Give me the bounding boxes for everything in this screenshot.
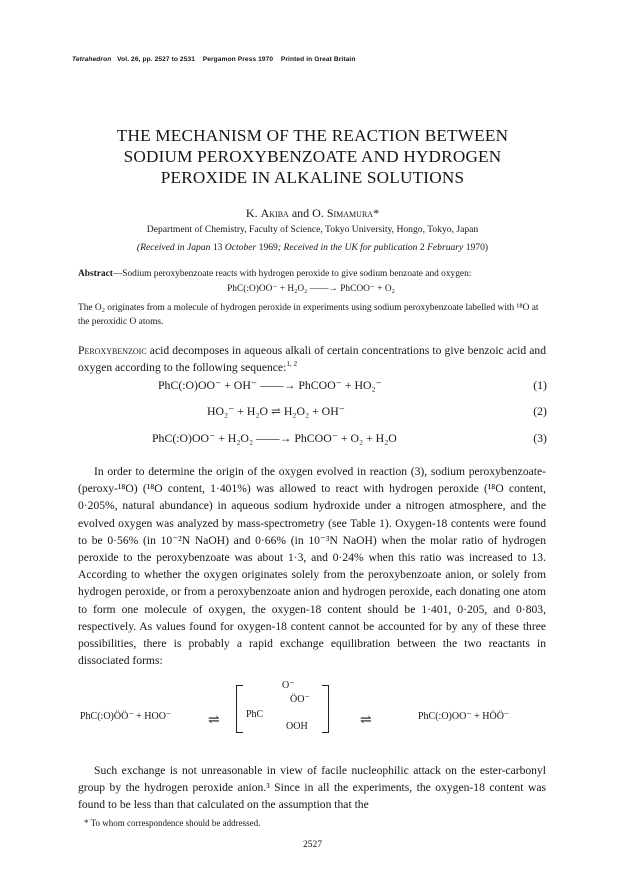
body-paragraph-3: Such exchange is not unreasonable in view of facile nucleophilic attack on the ester-carbonyl group by the hydrogen peroxide anion.³ Since in all the experiments, the oxygen-18 content was found to be less than that calculated on the assumption that the [78,764,546,812]
intro-refs: 1, 2 [286,360,298,369]
authors-and: and O. [288,206,327,220]
received-part4: February [427,242,464,253]
scheme-mid-oo: ÖO⁻ [290,694,310,705]
author1-initial: K. [245,206,261,220]
received-part1: (Received in Japan [136,242,211,253]
journal-header [72,56,355,63]
scheme-mid-phc: PhC [246,709,264,720]
equation-1-number: (1) [533,378,547,392]
page-number: 2527 [303,840,322,850]
abstract-label: Abstract [78,269,113,279]
intro-text: acid decomposes in aqueous alkali of certain concentrations to give benzoic acid and oxygen according to the following sequence: [78,344,546,374]
intro-paragraph [78,342,546,376]
paper-title [60,125,565,188]
intro-lead: Peroxybenzoic [78,344,147,357]
scheme-equilibrium-arrow-2: ⇌ [360,713,372,728]
journal-citation: Vol. 26, pp. 2527 to 2531 Pergamon Press 1970 Printed in Great Britain [117,56,356,63]
scheme-left: PhC(:O)ÖÖ⁻ + HOO⁻ [80,711,172,722]
author2-name: Simamura [326,206,374,220]
equation-1: PhC(:O)OO⁻ + OH⁻ ——→ PhCOO⁻ + HO₂⁻ [158,378,382,392]
abstract-text-1: —Sodium peroxybenzoate reacts with hydrogen peroxide to give sodium benzoate and oxygen: [112,269,472,279]
abstract-text-2: The O₂ originates from a molecule of hydrogen peroxide in experiments using sodium peroxybenzoate labelled with ¹⁸O at the peroxidic O atoms. [78,303,539,327]
received-part2: October [224,242,257,253]
journal-name: Tetrahedron [72,56,112,63]
affiliation: Department of Chemistry, Faculty of Science, Tokyo University, Hongo, Tokyo, Japan [146,224,479,235]
equation-2: HO₂⁻ + H₂O ⇌ H₂O₂ + OH⁻ [207,404,345,418]
received-date1: 13 [210,242,225,253]
equation-3: PhC(:O)OO⁻ + H₂O₂ ——→ PhCOO⁻ + O₂ + H₂O [152,431,397,445]
abstract [78,267,544,282]
author-mark: * [373,206,380,220]
equation-3-number: (3) [533,431,547,445]
received-part3: ; Received in the UK for publication [277,242,418,253]
received-date4: 1970) [463,242,489,253]
author1-name: Akiba [260,206,289,220]
received-date3: 2 [417,242,428,253]
title-line-1: THE MECHANISM OF THE REACTION BETWEEN [116,126,509,145]
equation-2-number: (2) [533,404,547,418]
title-line-3: PEROXIDE IN ALKALINE SOLUTIONS [160,168,465,187]
scheme-mid-top: O⁻ [282,680,295,691]
footnote: * To whom correspondence should be addressed. [84,818,261,828]
received-date2: 1969 [256,242,278,253]
scheme-equilibrium-arrow-1: ⇌ [208,713,220,728]
scheme-bracket-left [236,685,243,733]
scheme-mid-ooh: OOH [286,721,308,732]
scheme-bracket-right [322,685,329,733]
scheme-right: PhC(:O)OO⁻ + HÖÖ⁻ [418,711,510,722]
body-paragraph-2: In order to determine the origin of the oxygen evolved in reaction (3), sodium peroxybenzoate-(peroxy-¹⁸O) (¹⁸O content, 1·401%) was allowed to react with hydrogen peroxide (¹⁸O content, 0·205%, natural abundance) in aqueous sodium hydroxide under a nitrogen atmosphere, and the evolved oxygen was analyzed by mass-spectrometry (see Table 1). Oxygen-18 contents were found to be 0·56% (in 10⁻²N NaOH) and 0·66% (in 10⁻³N NaOH) when the molar ratio of hydrogen peroxide to the peroxybenzoate was about 1·3, and 0·24% when this ratio was increased to 13. According to whether the oxygen originates solely from the peroxybenzoate anion, or solely from hydrogen peroxide, or from a peroxybenzoate anion and hydrogen peroxide, each donating one atom to form one molecule of oxygen, the oxygen-18 content should be 1·401, 0·205, and 0·803, respectively. As values found for oxygen-18 content cannot be accounted for by any of these three possibilities, there is probably a rapid exchange equilibration between the two reactants in dissociated forms: [78,465,546,668]
authors [60,206,565,221]
received-dates [60,242,565,253]
abstract-equation: PhC(:O)OO⁻ + H₂O₂ ——→ PhCOO⁻ + O₂ [227,284,395,294]
title-line-2: SODIUM PEROXYBENZOATE AND HYDROGEN [123,147,502,166]
